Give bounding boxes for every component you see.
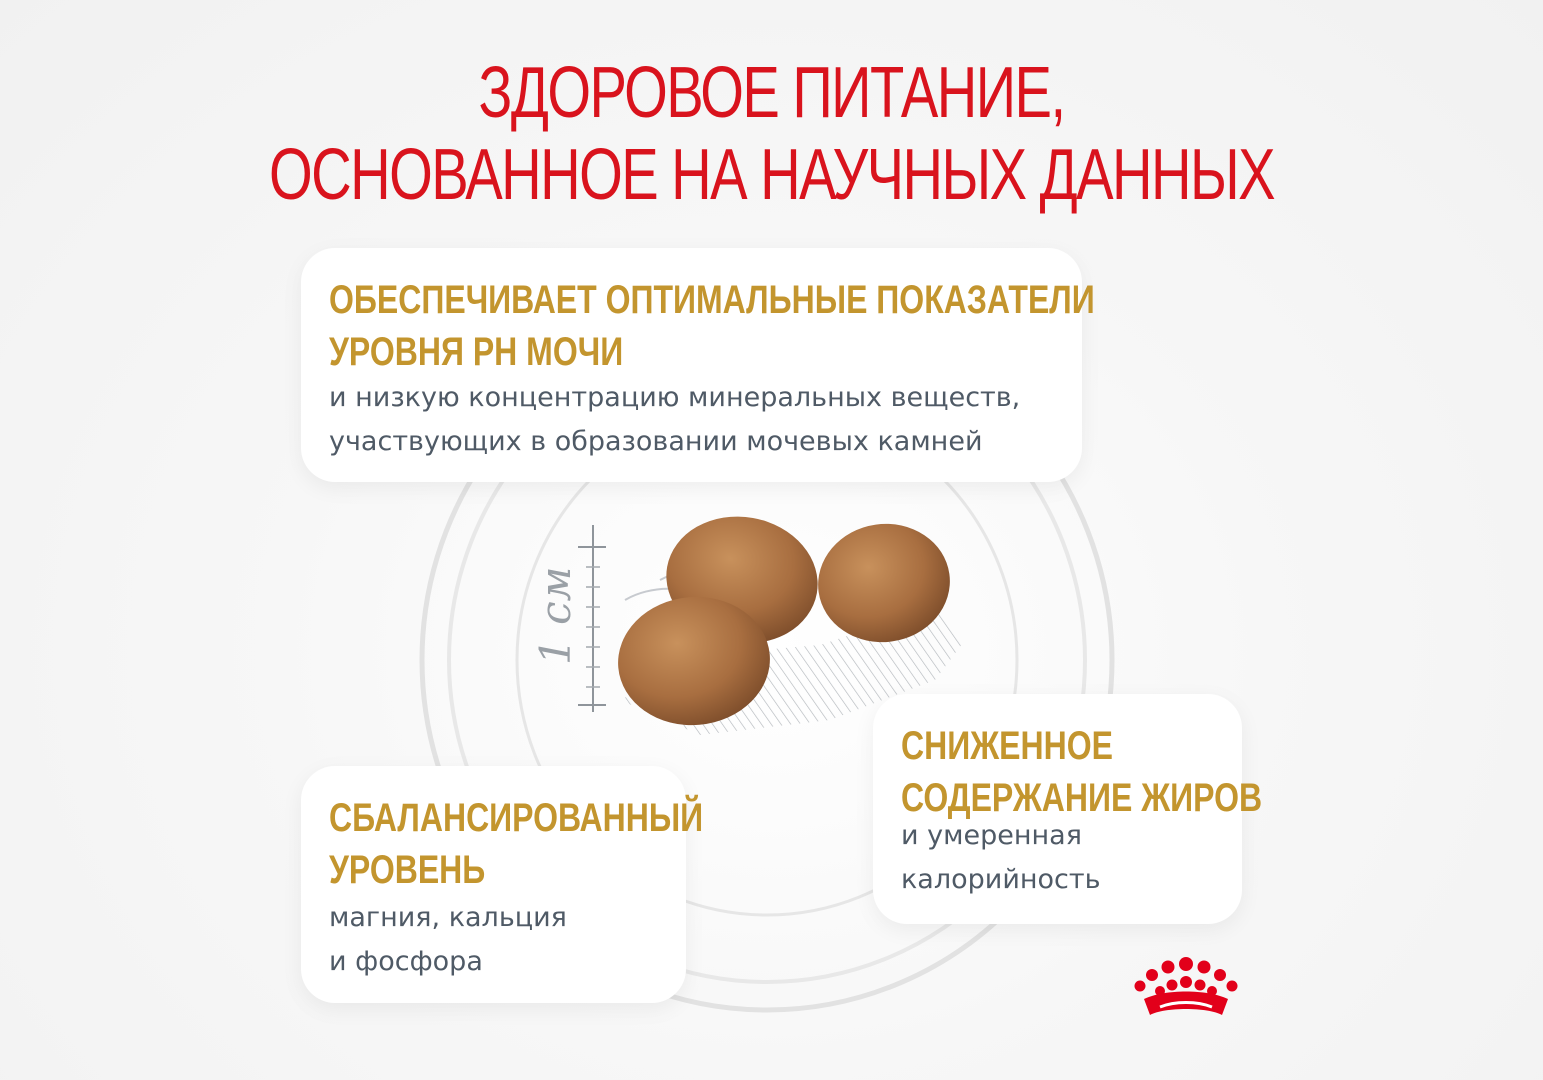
benefit-card-balanced-minerals [301, 766, 704, 1003]
card-title [329, 792, 703, 896]
card-text-line: и умеренная [901, 820, 1082, 851]
scale-ruler [531, 525, 606, 712]
card-title-line: ОБЕСПЕЧИВАЕТ ОПТИМАЛЬНЫЕ ПОКАЗАТЕЛИ [329, 278, 1095, 322]
headline-line-1: ЗДОРОВОЕ ПИТАНИЕ, [478, 53, 1065, 133]
benefit-card-urine-ph [301, 248, 1095, 482]
royal-crown-logo-icon [1130, 955, 1242, 1021]
card-title [329, 274, 1095, 378]
card-title-line: УРОВЕНЬ [329, 848, 486, 892]
card-text-line: и фосфора [329, 946, 483, 977]
card-text-line: магния, кальция [329, 902, 567, 933]
headline-line-2: ОСНОВАННОЕ НА НАУЧНЫХ ДАННЫХ [268, 135, 1275, 215]
card-text [329, 896, 567, 984]
card-text [901, 814, 1101, 902]
benefit-card-reduced-fat [873, 694, 1263, 924]
card-title-line: СБАЛАНСИРОВАННЫЙ [329, 796, 704, 840]
card-title [901, 720, 1262, 824]
card-text-line: калорийность [901, 864, 1101, 895]
card-title-line: УРОВНЯ PH МОЧИ [329, 330, 624, 374]
card-text [329, 376, 1020, 464]
scale-label: 1 см [531, 566, 580, 665]
card-text-line: участвующих в образовании мочевых камней [329, 426, 983, 457]
card-title-line: СОДЕРЖАНИЕ ЖИРОВ [901, 776, 1263, 820]
card-title-line: СНИЖЕННОЕ [901, 724, 1113, 768]
card-text-line: и низкую концентрацию минеральных веществ, [329, 382, 1021, 413]
